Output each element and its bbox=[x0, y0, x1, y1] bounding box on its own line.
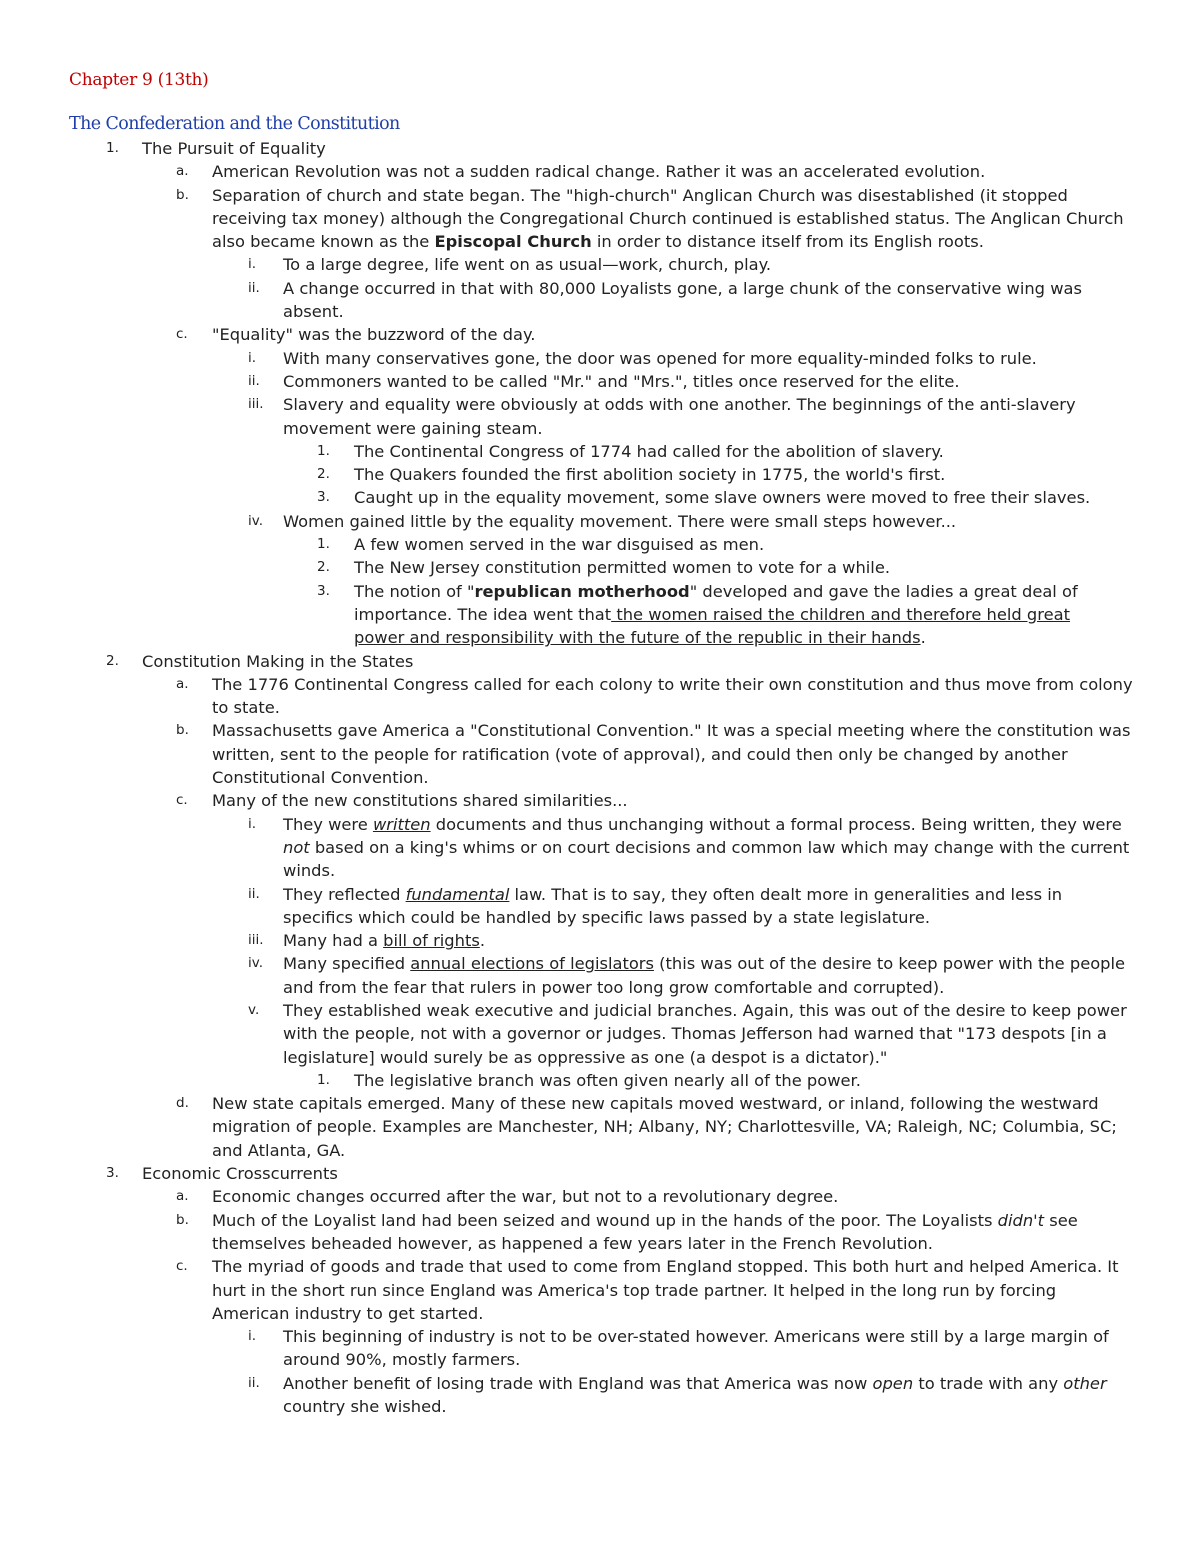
outline-item-1c-iii-3 bbox=[0, 486, 1200, 509]
item-text: Commoners wanted to be called "Mr." and "Mrs.", titles once reserved for the elite. bbox=[283, 371, 960, 391]
item-text: The New Jersey constitution permitted women to vote for a while. bbox=[354, 558, 891, 578]
emphasis-text: not bbox=[283, 837, 310, 857]
item-text: To a large degree, life went on as usual—work, church, play. bbox=[283, 255, 772, 275]
item-marker: iii. bbox=[248, 396, 264, 413]
item-text: in order to distance itself from its English roots. bbox=[591, 232, 984, 252]
item-marker: 3. bbox=[106, 1165, 119, 1182]
item-marker: 3. bbox=[317, 582, 330, 599]
item-text: They reflected bbox=[283, 884, 406, 904]
item-text: documents and thus unchanging without a formal process. Being written, they were bbox=[430, 814, 1122, 834]
outline-item-1 bbox=[0, 137, 1200, 160]
outline-item-2c-i bbox=[0, 813, 1200, 883]
outline-item-3b bbox=[0, 1209, 1200, 1256]
item-text: to trade with any bbox=[913, 1373, 1064, 1393]
item-text: Women gained little by the equality movement. There were small steps however... bbox=[283, 511, 957, 531]
outline-item-1b-i bbox=[0, 253, 1200, 276]
outline-item-1c-i bbox=[0, 347, 1200, 370]
outline-item-3 bbox=[0, 1162, 1200, 1185]
item-text: Another benefit of losing trade with England was that America was now bbox=[283, 1373, 873, 1393]
outline-item-1c-iii-1 bbox=[0, 440, 1200, 463]
item-text: " developed and gave the ladies a great deal of importance. The idea went that bbox=[354, 581, 1078, 624]
item-marker: d. bbox=[176, 1095, 189, 1112]
item-marker: a. bbox=[176, 163, 189, 180]
item-text: . bbox=[479, 931, 485, 951]
outline-item-1c-iii-2 bbox=[0, 463, 1200, 486]
outline-item-2c-v bbox=[0, 999, 1200, 1069]
outline-item-2c-ii bbox=[0, 883, 1200, 930]
item-text: Economic Crosscurrents bbox=[142, 1164, 338, 1184]
outline-item-1c-ii bbox=[0, 370, 1200, 393]
outline-item-1c-iv bbox=[0, 510, 1200, 533]
outline-item-2c-iv bbox=[0, 952, 1200, 999]
item-text: Many specified bbox=[283, 954, 411, 974]
outline-item-2c-v-1 bbox=[0, 1069, 1200, 1092]
emphasis-text: didn't bbox=[997, 1210, 1045, 1230]
item-marker: ii. bbox=[248, 279, 260, 296]
outline-item-3c bbox=[0, 1255, 1200, 1325]
underlined-text: annual elections of legislators bbox=[410, 954, 654, 974]
item-text: Many had a bbox=[283, 931, 384, 951]
section-title: The Confederation and the Constitution bbox=[69, 114, 400, 134]
item-marker: 1. bbox=[317, 536, 330, 553]
item-marker: i. bbox=[248, 815, 257, 832]
outline-item-1c-iv-2 bbox=[0, 556, 1200, 579]
chapter-heading: Chapter 9 (13th) bbox=[69, 70, 209, 90]
item-marker: iv. bbox=[248, 955, 263, 972]
item-text: American Revolution was not a sudden radical change. Rather it was an accelerated evolution. bbox=[212, 162, 986, 182]
item-text: Caught up in the equality movement, some slave owners were moved to free their slaves. bbox=[354, 488, 1091, 508]
underlined-text: bill of rights bbox=[383, 931, 480, 951]
item-marker: 2. bbox=[317, 466, 330, 483]
item-text: They established weak executive and judicial branches. Again, this was out of the desire to keep power with the people, not with a governor or judges. Thomas Jefferson had warned that "173 despots [in a legislature] would surely be as oppressive as one (a despot is a dictator)." bbox=[283, 1000, 1127, 1067]
item-marker: i. bbox=[248, 349, 257, 366]
item-marker: v. bbox=[248, 1001, 260, 1018]
item-marker: c. bbox=[176, 326, 188, 343]
item-text: Economic changes occurred after the war, but not to a revolutionary degree. bbox=[212, 1187, 839, 1207]
outline-item-2 bbox=[0, 650, 1200, 673]
emphasis-text: fundamental bbox=[405, 884, 510, 904]
item-text: The Pursuit of Equality bbox=[142, 139, 326, 158]
item-text: They were bbox=[283, 814, 373, 834]
item-text: A change occurred in that with 80,000 Loyalists gone, a large chunk of the conservative wing was absent. bbox=[283, 278, 1082, 322]
outline-item-1b bbox=[0, 184, 1200, 254]
item-marker: a. bbox=[176, 675, 189, 692]
item-marker: c. bbox=[176, 1258, 188, 1275]
item-text: A few women served in the war disguised as men. bbox=[354, 535, 765, 555]
outline-item-2c bbox=[0, 789, 1200, 812]
item-marker: i. bbox=[248, 256, 257, 273]
item-text: Massachusetts gave America a "Constitutional Convention." It was a special meeting where the constitution was written, sent to the people for ratification (vote of approval), and could then only be changed by another Constitutional Convention. bbox=[212, 721, 1131, 788]
item-text: Slavery and equality were obviously at odds with one another. The beginnings of the anti-slavery movement were gaining steam. bbox=[283, 395, 1076, 438]
item-marker: b. bbox=[176, 186, 189, 203]
item-marker: 1. bbox=[317, 442, 330, 459]
outline-item-1c-iv-3 bbox=[0, 580, 1200, 650]
outline-item-2a bbox=[0, 673, 1200, 720]
item-text: This beginning of industry is not to be over-stated however. Americans were still by a large margin of around 90%, mostly farmers. bbox=[283, 1327, 1109, 1370]
item-text: country she wished. bbox=[283, 1397, 447, 1417]
item-marker: b. bbox=[176, 1211, 189, 1228]
underlined-text: the women raised the children and therefore held great power and responsibility with the future of the republic in their hands bbox=[354, 604, 1070, 648]
item-marker: ii. bbox=[248, 1374, 260, 1391]
item-text: The notion of " bbox=[354, 581, 475, 601]
outline-item-2b bbox=[0, 719, 1200, 789]
outline-item-1c bbox=[0, 323, 1200, 346]
item-marker: i. bbox=[248, 1328, 257, 1345]
bold-term: Episcopal Church bbox=[434, 232, 592, 252]
item-text: The 1776 Continental Congress called for each colony to write their own constitution and thus move from colony to state. bbox=[212, 674, 1133, 718]
item-text: The Quakers founded the first abolition society in 1775, the world's first. bbox=[354, 465, 946, 485]
bold-term: republican motherhood bbox=[474, 581, 690, 601]
outline-item-1c-iv-1 bbox=[0, 533, 1200, 556]
item-marker: ii. bbox=[248, 372, 260, 389]
item-text: The myriad of goods and trade that used to come from England stopped. This both hurt and helped America. It hurt in the short run since England was America's top trade partner. It helped in the long run by forcing American industry to get started. bbox=[212, 1257, 1119, 1323]
outline-item-1b-ii bbox=[0, 277, 1200, 324]
item-text: Separation of church and state began. The "high-church" Anglican Church was disestablished (it stopped receiving tax money) although the Congregational Church continued is established status. The Anglican Church also became known as the bbox=[212, 185, 1124, 252]
item-marker: iii. bbox=[248, 932, 264, 949]
item-marker: iv. bbox=[248, 512, 263, 529]
item-text: (this was out of the desire to keep power with the people and from the fear that rulers in power too long grow comfortable and corrupted). bbox=[283, 954, 1126, 997]
outline-item-2d bbox=[0, 1092, 1200, 1162]
outline-list bbox=[0, 137, 1200, 1418]
outline-item-1a bbox=[0, 160, 1200, 183]
item-marker: c. bbox=[176, 792, 188, 809]
item-text: New state capitals emerged. Many of these new capitals moved westward, or inland, following the westward migration of people. Examples are Manchester, NH; Albany, NY; Charlottesville, VA; Raleigh, NC; Columbia, SC; and Atlanta, GA. bbox=[212, 1094, 1117, 1160]
emphasis-text: written bbox=[372, 814, 431, 834]
item-marker: 3. bbox=[317, 489, 330, 506]
item-text: With many conservatives gone, the door was opened for more equality-minded folks to rule. bbox=[283, 348, 1037, 368]
outline-item-1c-iii bbox=[0, 393, 1200, 440]
item-marker: 1. bbox=[106, 140, 119, 156]
item-text: based on a king's whims or on court decisions and common law which may change with the current winds. bbox=[283, 837, 1130, 881]
item-text: The Continental Congress of 1774 had called for the abolition of slavery. bbox=[354, 441, 944, 461]
item-text: Much of the Loyalist land had been seized and wound up in the hands of the poor. The Loyalists bbox=[212, 1210, 998, 1230]
item-text: see themselves beheaded however, as happened a few years later in the French Revolution. bbox=[212, 1210, 1078, 1253]
item-text: "Equality" was the buzzword of the day. bbox=[212, 325, 536, 345]
outline-item-3c-ii bbox=[0, 1372, 1200, 1419]
item-text: Constitution Making in the States bbox=[142, 651, 414, 671]
item-text: Many of the new constitutions shared similarities... bbox=[212, 791, 628, 811]
item-text: The legislative branch was often given nearly all of the power. bbox=[354, 1070, 861, 1090]
item-marker: 2. bbox=[317, 559, 330, 576]
emphasis-text: other bbox=[1063, 1373, 1107, 1393]
emphasis-text: open bbox=[872, 1373, 914, 1393]
item-marker: a. bbox=[176, 1188, 189, 1205]
outline-item-3c-i bbox=[0, 1325, 1200, 1372]
outline-item-2c-iii bbox=[0, 929, 1200, 952]
item-marker: ii. bbox=[248, 885, 260, 902]
item-marker: b. bbox=[176, 722, 189, 739]
item-text: . bbox=[920, 628, 926, 648]
item-marker: 1. bbox=[317, 1071, 330, 1088]
item-marker: 2. bbox=[106, 652, 119, 669]
outline-item-3a bbox=[0, 1185, 1200, 1208]
item-text: law. That is to say, they often dealt more in generalities and less in specifics which could be handled by specific laws passed by a state legislature. bbox=[283, 884, 1063, 927]
